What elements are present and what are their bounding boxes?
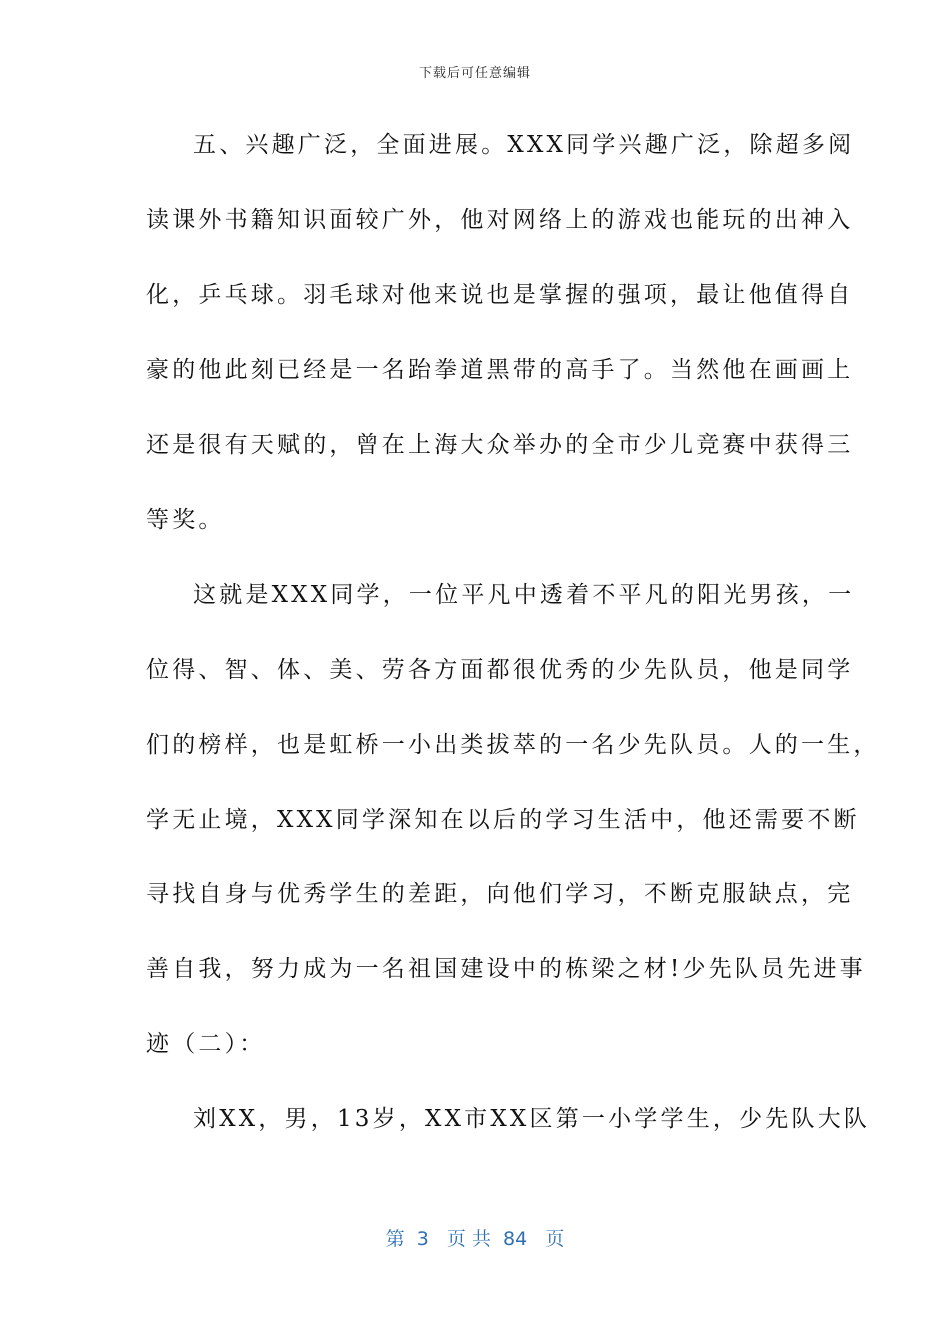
paragraph-line: 学无止境，XXX同学深知在以后的学习生活中，他还需要不断: [146, 807, 860, 833]
paragraph-line: 刘XX，男，13岁，XX市XX区第一小学学生，少先队大队: [193, 1106, 871, 1132]
paragraph-line: 等奖。: [146, 507, 225, 533]
page-header-note: 下载后可任意编辑: [418, 66, 531, 81]
paragraph-line: 位得、智、体、美、劳各方面都很优秀的少先队员，他是同学: [146, 657, 854, 683]
page-number-footer: 第 3 页 共 84 页: [385, 1228, 565, 1250]
paragraph-line: 善自我，努力成为一名祖国建设中的栋梁之材!少先队员先进事: [146, 956, 866, 982]
paragraph-line: 迹（二）：: [146, 1031, 266, 1057]
paragraph-line: 寻找自身与优秀学生的差距，向他们学习，不断克服缺点，完: [146, 881, 854, 907]
paragraph-line: 五、兴趣广泛，全面进展。XXX同学兴趣广泛，除超多阅: [193, 132, 855, 158]
paragraph-line: 化，乒乓球。羽毛球对他来说也是掌握的强项，最让他值得自: [146, 282, 854, 308]
paragraph-line: 豪的他此刻已经是一名跆拳道黑带的高手了。当然他在画画上: [146, 357, 854, 383]
paragraph-line: 这就是XXX同学，一位平凡中透着不平凡的阳光男孩，一: [193, 582, 855, 608]
paragraph-line: 还是很有天赋的，曾在上海大众举办的全市少儿竞赛中获得三: [146, 432, 854, 458]
paragraph-line: 们的榜样，也是虹桥一小出类拔萃的一名少先队员。人的一生，: [146, 732, 880, 758]
paragraph-line: 读课外书籍知识面较广外，他对网络上的游戏也能玩的出神入: [146, 207, 854, 233]
